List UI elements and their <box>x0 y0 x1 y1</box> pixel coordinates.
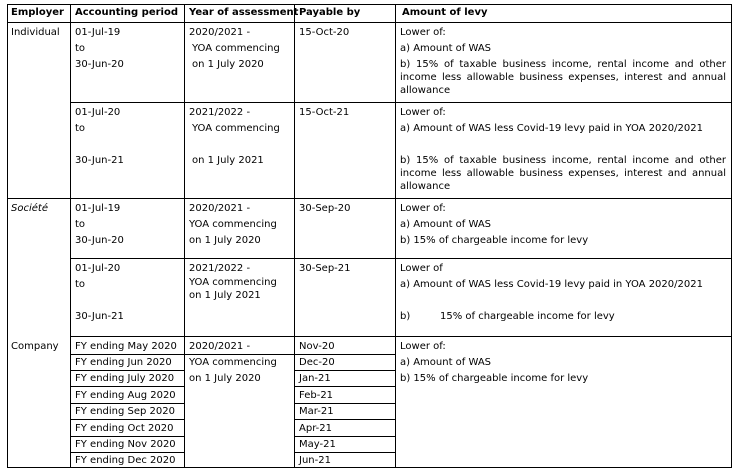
yoa-year: 2021/2022 - <box>189 263 251 274</box>
yoa-commencing: YOA commencing <box>192 43 280 54</box>
period-to: to <box>75 219 86 230</box>
yoa-commencing: YOA commencing <box>189 219 277 230</box>
payable-by-date: 30-Sep-20 <box>299 203 351 214</box>
levy-lower-of: Lower of <box>400 263 443 274</box>
payable-by-month: Jun-21 <box>299 455 331 466</box>
levy-lower-of: Lower of: <box>400 203 446 214</box>
payable-by-date: 15-Oct-21 <box>299 107 350 118</box>
payable-by-month: Feb-21 <box>299 390 334 401</box>
yoa-date: on 1 July 2020 <box>192 59 264 70</box>
period-end: 30-Jun-21 <box>75 311 124 322</box>
fy-period: FY ending Dec 2020 <box>75 455 176 466</box>
payable-by-month: Apr-21 <box>299 423 332 434</box>
period-end: 30-Jun-20 <box>75 235 124 246</box>
payable-by-date: 15-Oct-20 <box>299 27 350 38</box>
header-payable-by: Payable by <box>299 7 361 18</box>
header-year-of-assessment: Year of assessment <box>189 7 299 18</box>
period-to: to <box>75 123 86 134</box>
period-to: to <box>75 43 86 54</box>
period-to: to <box>75 279 86 290</box>
payable-by-month: Mar-21 <box>299 406 334 417</box>
employer-individual: Individual <box>11 27 60 38</box>
fy-period: FY ending July 2020 <box>75 373 175 384</box>
fy-period: FY ending Nov 2020 <box>75 439 176 450</box>
period-end: 30-Jun-21 <box>75 155 124 166</box>
yoa-commencing: YOA commencing <box>189 357 277 368</box>
levy-option-a: a) Amount of WAS <box>400 219 492 230</box>
levy-option-b: b) 15% of chargeable income for levy <box>400 235 589 246</box>
employer-societe: Société <box>11 203 48 214</box>
header-accounting-period: Accounting period <box>75 7 178 18</box>
header-employer: Employer <box>11 7 64 18</box>
fy-period: FY ending Oct 2020 <box>75 423 174 434</box>
levy-lower-of: Lower of: <box>400 341 446 352</box>
payable-by-month: Dec-20 <box>299 357 335 368</box>
period-end: 30-Jun-20 <box>75 59 124 70</box>
levy-option-a: a) Amount of WAS <box>400 43 492 54</box>
header-amount-of-levy: Amount of levy <box>402 7 488 18</box>
levy-option-a: a) Amount of WAS less Covid-19 levy paid in YOA 2020/2021 <box>400 279 703 290</box>
period-start: 01-Jul-20 <box>75 107 121 118</box>
period-start: 01-Jul-20 <box>75 263 121 274</box>
levy-option-b-marker: b) <box>400 311 411 322</box>
yoa-date: on 1 July 2021 <box>189 290 261 301</box>
levy-option-b: b) 15% of taxable business income, rental income and other income less allowable business expenses, interest and annual allowance <box>400 155 726 192</box>
period-start: 01-Jul-19 <box>75 203 121 214</box>
levy-option-a: a) Amount of WAS less Covid-19 levy paid in YOA 2020/2021 <box>400 123 703 134</box>
yoa-year: 2021/2022 - <box>189 107 251 118</box>
fy-period: FY ending Aug 2020 <box>75 390 176 401</box>
yoa-year: 2020/2021 - <box>189 341 251 352</box>
payable-by-month: Nov-20 <box>299 341 335 352</box>
yoa-commencing: YOA commencing <box>192 123 280 134</box>
levy-option-b: b) 15% of taxable business income, rental income and other income less allowable business expenses, interest and annual allowance <box>400 59 726 96</box>
payable-by-month: May-21 <box>299 439 336 450</box>
payable-by-month: Jan-21 <box>299 373 331 384</box>
yoa-date: on 1 July 2021 <box>192 155 264 166</box>
yoa-year: 2020/2021 - <box>189 27 251 38</box>
fy-period: FY ending May 2020 <box>75 341 177 352</box>
levy-lower-of: Lower of: <box>400 27 446 38</box>
levy-option-b: b) 15% of chargeable income for levy <box>400 373 589 384</box>
levy-option-a: a) Amount of WAS <box>400 357 492 368</box>
employer-company: Company <box>11 341 59 352</box>
yoa-year: 2020/2021 - <box>189 203 251 214</box>
levy-lower-of: Lower of: <box>400 107 446 118</box>
yoa-commencing: YOA commencing <box>189 277 277 288</box>
payable-by-date: 30-Sep-21 <box>299 263 351 274</box>
yoa-date: on 1 July 2020 <box>189 235 261 246</box>
period-start: 01-Jul-19 <box>75 27 121 38</box>
levy-option-b: 15% of chargeable income for levy <box>440 311 615 322</box>
fy-period: FY ending Jun 2020 <box>75 357 172 368</box>
yoa-date: on 1 July 2020 <box>189 373 261 384</box>
fy-period: FY ending Sep 2020 <box>75 406 175 417</box>
